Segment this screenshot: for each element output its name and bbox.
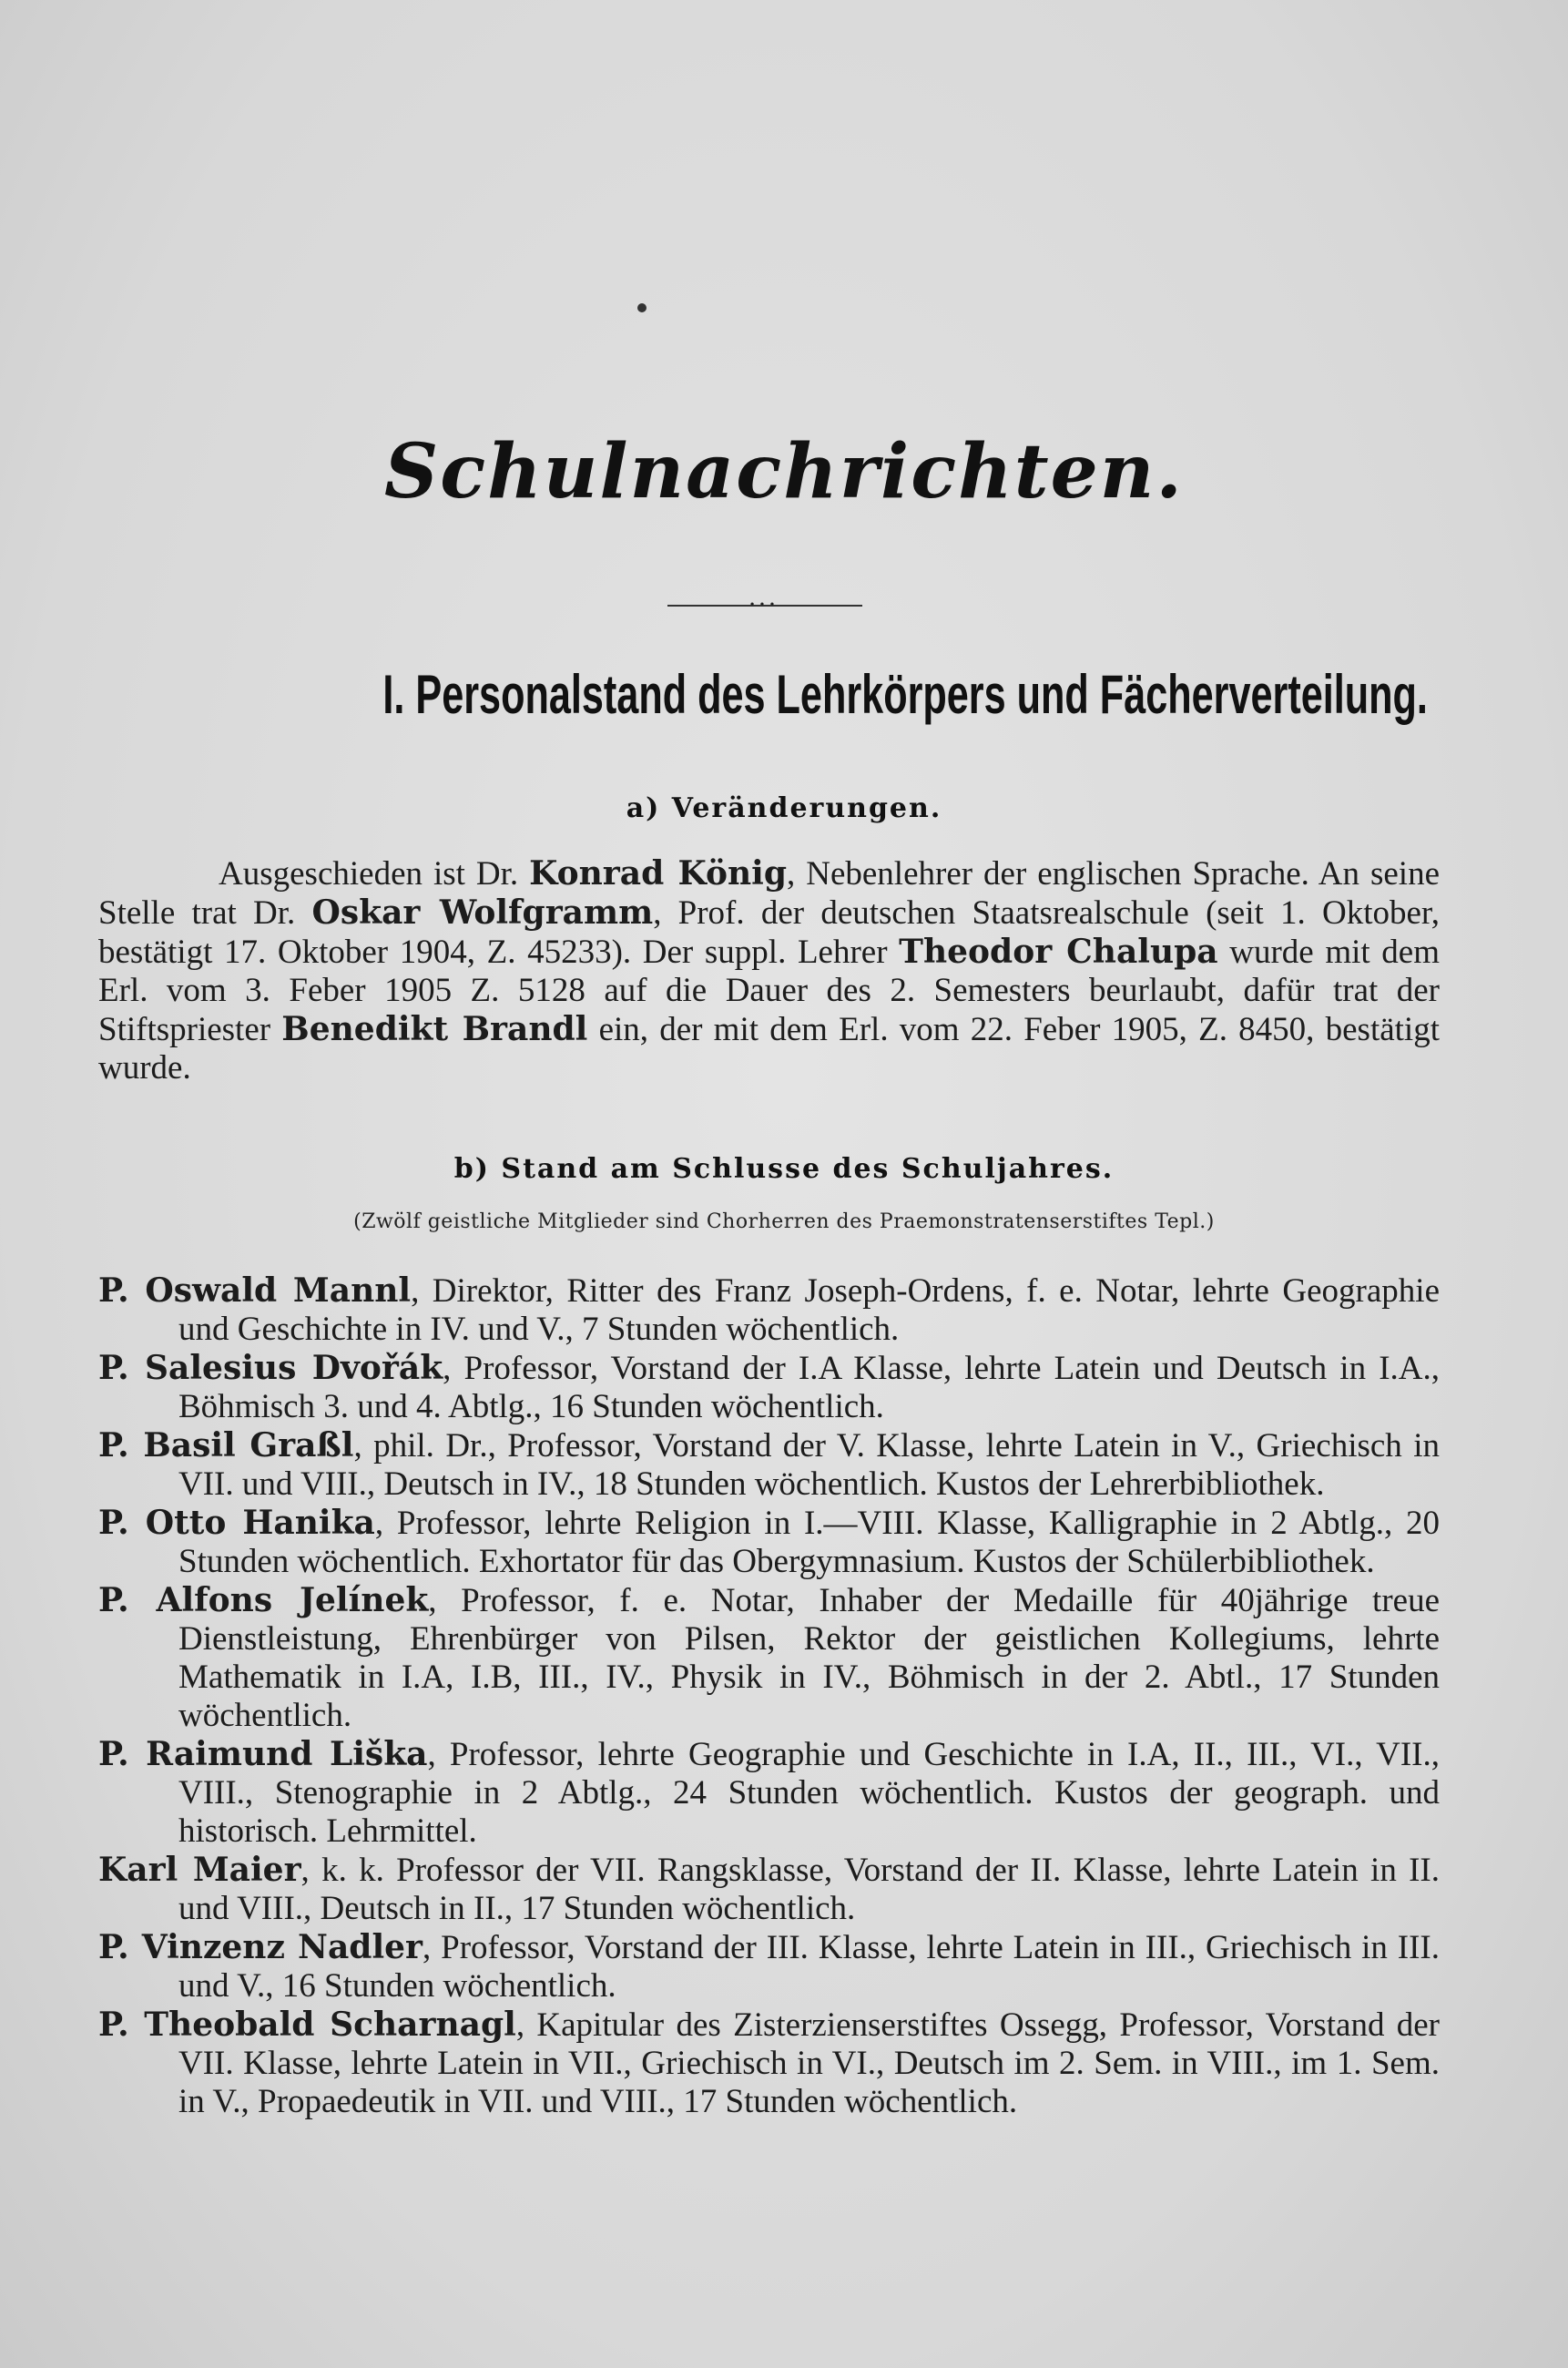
staff-entry	[98, 1271, 1440, 1349]
staff-description: , Kapitular des Zisterzienserstiftes Ossegg, Professor, Vorstand der VII. Klasse, lehrte Latein in VII., Griechisch in VI., Deutsch im 2. Sem. in VIII., im 1. Sem. in V., Propaedeutik in VII. und VIII., 17 Stunden wöchentlich.	[178, 2006, 1441, 2120]
staff-description: , Professor, f. e. Notar, Inhaber der Medaille für 40jährige treue Dienstleistung, Ehrenbürger von Pilsen, Rektor der geistlichen Kollegiums, lehrte Mathematik in I.A, I.B, III., IV., Physik in IV., Böhmisch in der 2. Abtl., 17 Stunden wöchentlich.	[178, 1582, 1440, 1734]
ink-dot	[637, 303, 647, 312]
paragraph-text: , Prof. der deutschen Staatsrealschule (seit 1. Oktober, bestätigt 17. Oktober 1904, Z. 45233). Der suppl. Lehrer	[98, 894, 1440, 971]
staff-entry	[98, 1349, 1440, 1426]
staff-description: , phil. Dr., Professor, Vorstand der V. Klasse, lehrte Latein in V., Griechisch in VII. und VIII., Deutsch in IV., 18 Stunden wöchentlich. Kustos der Lehrerbibliothek.	[178, 1427, 1440, 1503]
staff-description: , Direktor, Ritter des Franz Joseph-Ordens, f. e. Notar, lehrte Geographie und Geschichte in IV. und V., 7 Stunden wöchentlich.	[178, 1272, 1441, 1348]
paragraph-text: Ausgeschieden ist Dr.	[219, 855, 530, 893]
staff-entry	[98, 1928, 1440, 2006]
staff-list	[98, 1271, 1440, 2121]
divider-ornament: •••	[749, 598, 780, 612]
staff-entry	[98, 1735, 1440, 1851]
person-name: Oskar Wolfgramm	[311, 893, 654, 932]
staff-name: P. Basil Graßl	[98, 1426, 354, 1465]
subsection-a-label: a) Veränderungen.	[626, 792, 942, 824]
staff-entry	[98, 1851, 1440, 1928]
section-heading: I. Personalstand des Lehrkörpers und Fächerverteilung.	[382, 664, 1428, 725]
staff-name: P. Oswald Mannl	[98, 1271, 412, 1310]
staff-description: , Professor, Vorstand der III. Klasse, lehrte Latein in III., Griechisch in III. und V., 16 Stunden wöchentlich.	[178, 1929, 1440, 2005]
staff-name: P. Salesius Dvořák	[98, 1349, 443, 1387]
staff-description: , Professor, lehrte Geographie und Geschichte in I.A, II., III., VI., VII., VIII., Stenographie in 2 Abtlg., 24 Stunden wöchentlich. Kustos der geograph. und historisch. Lehrmittel.	[178, 1736, 1440, 1850]
staff-description: , k. k. Professor der VII. Rangsklasse, Vorstand der II. Klasse, lehrte Latein in II. und VIII., Deutsch in II., 17 Stunden wöchentlich.	[178, 1852, 1440, 1927]
page-title: Schulnachrichten.	[384, 428, 1184, 515]
staff-description: , Professor, Vorstand der I.A Klasse, lehrte Latein und Deutsch in I.A., Böhmisch 3. und 4. Abtlg., 16 Stunden wöchentlich.	[178, 1350, 1441, 1425]
staff-name: P. Theobald Scharnagl	[98, 2006, 516, 2044]
staff-name: Karl Maier	[98, 1851, 301, 1889]
paragraph-text: ein, der mit dem Erl. vom 22. Feber 1905, Z. 8450, bestätigt wurde.	[98, 1011, 1440, 1087]
person-name: Konrad König	[529, 854, 788, 893]
staff-description: , Professor, lehrte Religion in I.—VIII. Klasse, Kalligraphie in 2 Abtlg., 20 Stunden wöchentlich. Exhortator für das Obergymnasium. Kustos der Schülerbibliothek.	[178, 1505, 1440, 1580]
changes-paragraph	[98, 854, 1440, 1087]
staff-name: P. Vinzenz Nadler	[98, 1928, 423, 1966]
paragraph-text: wurde mit dem Erl. vom 3. Feber 1905 Z. 5128 auf die Dauer des 2. Semesters beurlaubt, dafür trat der Stiftspriester	[98, 934, 1441, 1048]
staff-entry	[98, 2006, 1440, 2121]
staff-entry	[98, 1426, 1440, 1504]
paragraph-text: , Nebenlehrer der englischen Sprache. An seine Stelle trat Dr.	[98, 855, 1440, 932]
subsection-b-label: b) Stand am Schlusse des Schuljahres.	[453, 1153, 1115, 1185]
staff-entry	[98, 1581, 1440, 1735]
staff-entry	[98, 1504, 1440, 1581]
members-note: (Zwölf geistliche Mitglieder sind Chorherren des Praemonstratenserstiftes Tepl.)	[353, 1210, 1215, 1233]
person-name: Benedikt Brandl	[281, 1010, 588, 1048]
staff-name: P. Otto Hanika	[98, 1504, 375, 1542]
staff-name: P. Raimund Liška	[98, 1735, 428, 1773]
staff-name: P. Alfons Jelínek	[98, 1581, 429, 1619]
person-name: Theodor Chalupa	[899, 933, 1218, 971]
